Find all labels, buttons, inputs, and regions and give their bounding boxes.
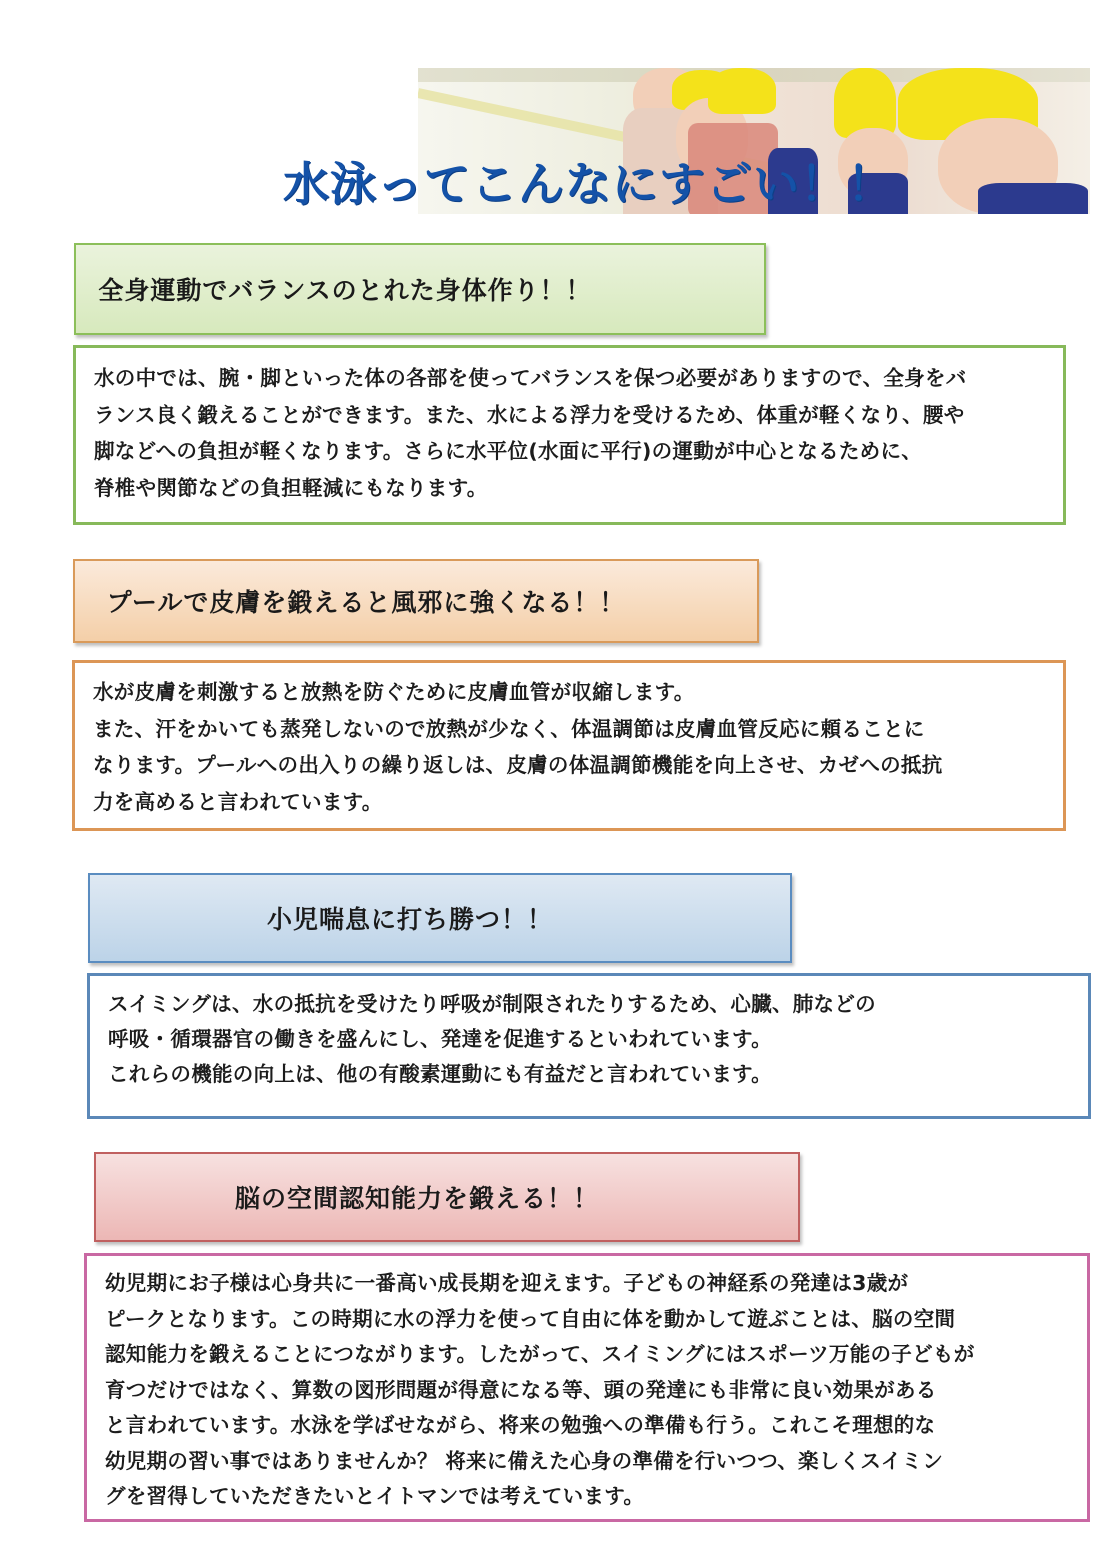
section-heading-text: プールで皮膚を鍛えると風邪に強くなる！！ (106, 588, 626, 617)
yellow-cap (708, 68, 776, 114)
body-line: なります。プールへの出入りの繰り返しは、皮膚の体温調節機能を向上させ、カゼへの抵抗 (93, 753, 943, 777)
section-body-brain (84, 1253, 1090, 1522)
section-heading-brain (94, 1152, 800, 1242)
section-heading-text: 全身運動でバランスのとれた身体作り！！ (98, 276, 592, 305)
body-line: これらの機能の向上は、他の有酸素運動にも有益だと言われています。 (108, 1062, 772, 1086)
body-line: また、汗をかいても蒸発しないので放熱が少なく、体温調節は皮膚血管反応に頼ることに (93, 716, 925, 741)
body-line: 力を高めると言われています。 (93, 789, 383, 814)
body-line: ランス良く鍛えることができます。また、水による浮力を受けるため、体重が軽くなり、腰や (94, 402, 965, 427)
section-body-asthma (87, 973, 1091, 1119)
body-line: 育つだけではなく、算数の図形問題が得意になる等、頭の発達にも非常に良い効果がある (105, 1377, 937, 1402)
body-line: と言われています。水泳を学ばせながら、将来の勉強への準備も行う。これこそ理想的な (105, 1413, 936, 1437)
body-line: スイミングは、水の抵抗を受けたり呼吸が制限されたりするため、心臓、肺などの (108, 992, 876, 1016)
body-line: 脊椎や関節などの負担軽減にもなります。 (94, 475, 488, 500)
body-line: 脚などへの負担が軽くなります。さらに水平位(水面に平行)の運動が中心となるために、 (94, 439, 923, 463)
section-heading-skin (73, 559, 759, 643)
swimsuit (978, 183, 1088, 214)
body-line: ピークとなります。この時期に水の浮力を使って自由に体を動かして遊ぶことは、脳の空間 (105, 1306, 956, 1331)
section-body-whole-body (73, 345, 1066, 525)
page-title: 水泳ってこんなにすごい！！ (283, 157, 894, 211)
body-line: グを習得していただきたいとイトマンでは考えています。 (105, 1484, 645, 1508)
section-body-skin (72, 660, 1066, 831)
body-line: 呼吸・循環器官の働きを盛んにし、発達を促進するといわれています。 (108, 1027, 772, 1051)
section-heading-asthma (88, 873, 792, 963)
body-line: 幼児期にお子様は心身共に一番高い成長期を迎えます。子どもの神経系の発達は3歳が (105, 1271, 909, 1295)
body-line: 幼児期の習い事ではありませんか？ 将来に備えた心身の準備を行いつつ、楽しくスイミン (105, 1448, 944, 1473)
body-line: 水の中では、腕・脚といった体の各部を使ってバランスを保つ必要がありますので、全身をバ (94, 366, 967, 390)
body-line: 認知能力を鍛えることにつながります。したがって、スイミングにはスポーツ万能の子どもが (105, 1342, 975, 1366)
body-line: 水が皮膚を刺激すると放熱を防ぐために皮膚血管が収縮します。 (93, 680, 695, 704)
section-heading-text: 小児喘息に打ち勝つ！！ (266, 905, 553, 934)
section-heading-text: 脳の空間認知能力を鍛える！！ (234, 1184, 599, 1213)
section-heading-whole-body (74, 243, 766, 335)
